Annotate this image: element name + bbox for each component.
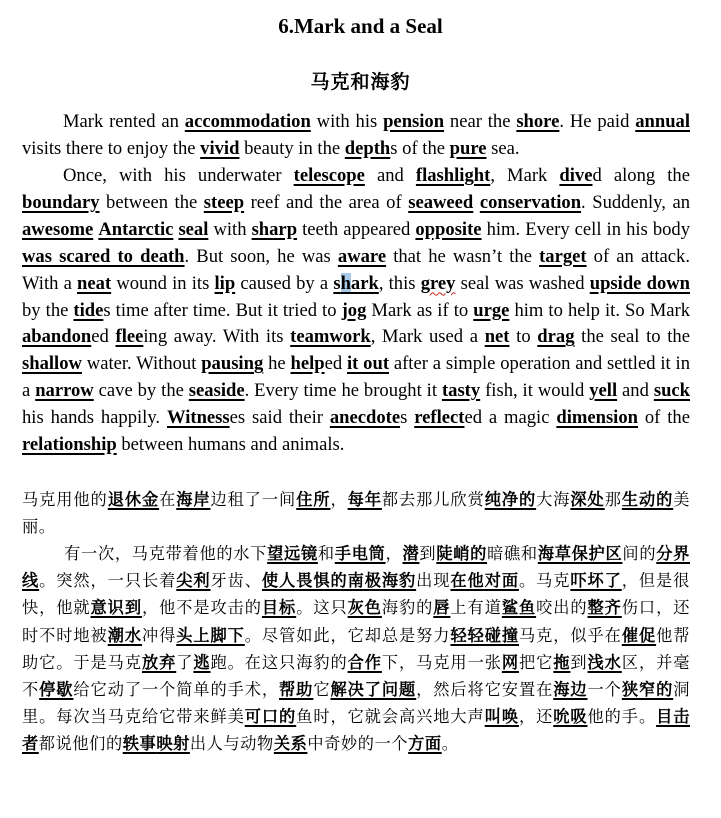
text-run: 马克用他的	[22, 490, 108, 509]
text-run: near the	[444, 111, 517, 132]
vocab-keyword: 整齐	[587, 598, 622, 618]
text-run: ，他不是攻击的	[141, 598, 262, 618]
text-run: 。	[441, 734, 459, 754]
text-run: 下，马克用一张	[381, 652, 502, 672]
text-run: 鱼时，它就会高兴地大声	[296, 707, 485, 727]
text-run: 一个	[587, 680, 622, 700]
text-run: 间的	[622, 544, 657, 563]
vocab-keyword: 目击者	[22, 707, 691, 754]
vocab-keyword: telescope	[293, 165, 365, 186]
text-run: with	[208, 218, 252, 240]
vocab-keyword: steep	[203, 191, 245, 213]
text-run: s of the	[390, 137, 450, 159]
vocab-keyword: 使人畏惧的南极海豹	[261, 571, 417, 591]
vocab-keyword: flee	[115, 326, 144, 348]
vocab-keyword: Antarctic	[98, 218, 174, 240]
text-run: ing away. With its	[143, 326, 291, 348]
text-run: 有一次，马克带着他的水下	[64, 544, 268, 563]
vocab-keyword: 目标	[261, 598, 297, 618]
vocab-keyword: 唇	[433, 598, 451, 618]
chinese-paragraph-1-text	[22, 490, 690, 536]
text-run: , Mark used a	[370, 326, 485, 348]
text-run: him. Every cell in his body	[481, 218, 691, 240]
vocab-keyword: 拖	[553, 652, 571, 672]
text-run: 。尽管如此，它却总是努力	[244, 625, 451, 645]
vocab-keyword: 深处	[570, 490, 605, 509]
text-run: 。这只	[296, 598, 348, 618]
vocab-keyword: tasty	[441, 380, 481, 402]
text-run: ed a magic	[464, 407, 557, 429]
text-run: 到	[570, 652, 588, 672]
text-run: 。马克	[518, 571, 571, 591]
text-run: sea.	[486, 137, 520, 159]
vocab-keyword: 吓坏了	[570, 571, 622, 591]
text-run: with his	[310, 111, 384, 132]
vocab-keyword: 生动的	[621, 490, 674, 509]
vocab-keyword: urge	[473, 299, 510, 321]
text-run: seal was washed	[455, 272, 590, 294]
vocab-keyword: 方面	[408, 734, 442, 754]
text-run: 区，并毫不	[22, 652, 691, 700]
text-run: beauty in the	[239, 137, 345, 159]
vocab-keyword: 放弃	[141, 652, 177, 672]
text-run: ，但是很快，他就	[22, 571, 690, 618]
text-run: 中奇妙的一个	[307, 734, 409, 754]
vocab-keyword: 陡峭的	[436, 544, 488, 563]
text-run: Once, with his underwater	[63, 165, 294, 186]
text-run: ，	[330, 490, 348, 509]
vocab-keyword: 催促	[621, 625, 657, 645]
vocab-keyword: dimension	[556, 407, 638, 429]
text-run: 牙齿、	[210, 571, 262, 591]
vocab-keyword: abandon	[22, 326, 92, 348]
document-title: 6.Mark and a Seal	[278, 14, 443, 38]
text-run: wound in its	[111, 272, 215, 294]
vocab-keyword: 停歇	[39, 680, 74, 700]
text-run: of an attack. With a	[22, 245, 690, 294]
vocab-keyword: 在他对面	[450, 571, 519, 591]
vocab-keyword: it out	[346, 353, 390, 375]
vocab-keyword: upside down	[589, 272, 691, 294]
vocab-keyword: accommodation	[184, 111, 311, 132]
text-run: caused by a	[235, 272, 334, 294]
text-run: 伤口，还时不时地被	[22, 598, 690, 645]
text-run: Mark as if to	[366, 299, 474, 321]
text-run: 他帮助它。于是马克	[22, 625, 691, 672]
vocab-keyword: 浅水	[587, 652, 622, 672]
text-run: him to help it. So Mark	[509, 299, 691, 321]
text-run: 了	[176, 652, 194, 672]
text-run: 冲得	[141, 625, 177, 645]
text-run: fish, it would	[480, 380, 590, 402]
text-run: 都去那儿欣赏	[381, 490, 485, 509]
vocab-keyword: 鲨鱼	[501, 598, 537, 618]
text-run: ，然后将它安置在	[416, 680, 554, 700]
vocab-keyword: target	[539, 245, 587, 267]
vocab-keyword: seaweed	[408, 191, 474, 213]
vocab-keyword: 映射	[156, 734, 190, 754]
vocab-keyword: jog	[341, 299, 367, 321]
vocab-keyword: teamwork	[290, 326, 371, 348]
vocab-keyword: s	[333, 272, 341, 294]
text-run: of the	[638, 407, 690, 429]
text-run: 大海	[536, 490, 571, 509]
vocab-keyword: 尖利	[176, 571, 211, 591]
text-run: cave by the	[93, 380, 189, 402]
vocab-keyword: 关系	[273, 734, 308, 754]
text-run: 跑。在这只海豹的	[210, 652, 348, 672]
text-run: , Mark	[490, 165, 560, 186]
vocab-keyword: suck	[653, 380, 690, 402]
text-run: 海豹的	[381, 598, 434, 618]
vocab-keyword: 潮水	[107, 625, 142, 645]
text-run: 咬出的	[536, 598, 588, 618]
vocab-keyword: pension	[383, 111, 445, 132]
vocab-keyword: narrow	[35, 380, 94, 402]
vocab-keyword: shore	[516, 111, 560, 132]
text-run: ，还	[518, 707, 554, 727]
chinese-paragraph-2	[22, 540, 690, 758]
text-run: ，	[385, 544, 403, 563]
text-run: that he wasn’t the	[386, 245, 540, 267]
vocab-keyword: 轻轻碰撞	[450, 625, 519, 645]
vocab-keyword: opposite	[415, 218, 482, 240]
vocab-keyword: 网	[501, 652, 519, 672]
vocab-keyword: 解决了问题	[330, 680, 417, 700]
text-run: 美丽。	[22, 490, 691, 537]
vocab-keyword: 手电筒	[334, 544, 386, 563]
text-run: 那	[604, 490, 622, 509]
text-run: between the	[99, 191, 204, 213]
vocab-keyword: boundary	[22, 191, 100, 213]
chinese-paragraph-2-text	[22, 544, 690, 753]
text-run: his hands happily.	[22, 407, 167, 429]
text-run: visits there to enjoy the	[22, 137, 201, 159]
vocab-keyword: 合作	[347, 652, 382, 672]
english-paragraph-1-text	[22, 111, 690, 159]
vocab-keyword: drag	[537, 326, 575, 348]
vocab-keyword: yell	[589, 380, 618, 402]
text-run: . Every time he brought it	[244, 380, 442, 402]
vocab-keyword: awesome	[22, 218, 94, 240]
text-run: s time after time. But it tried to	[103, 299, 342, 321]
text-run: 和	[317, 544, 335, 563]
english-paragraph-1	[22, 109, 690, 163]
text-run: the seal to the	[574, 326, 690, 348]
vocab-keyword: pure	[449, 137, 487, 159]
text-run: 它	[313, 680, 331, 700]
text-run: . But soon, he was	[184, 245, 338, 267]
vocab-keyword: tide	[73, 299, 104, 321]
text-run: es said their	[229, 407, 330, 429]
text-run: 在	[159, 490, 177, 509]
vocab-keyword: reflect	[414, 407, 465, 429]
text-run: 。突然，一只长着	[39, 571, 177, 591]
text-run: 把它	[518, 652, 554, 672]
vocab-keyword: help	[290, 353, 325, 375]
vocab-keyword: 每年	[347, 490, 382, 509]
vocab-keyword: 海岸	[176, 490, 211, 509]
text-run: 边租了一间	[210, 490, 297, 509]
vocab-keyword: 帮助	[279, 680, 314, 700]
vocab-keyword: neat	[77, 272, 112, 294]
vocab-keyword: shallow	[22, 353, 82, 375]
english-paragraph-2	[22, 163, 690, 459]
text-run: between humans and animals.	[116, 434, 345, 456]
text-run: Mark rented an	[63, 111, 185, 132]
vocab-keyword: 轶事	[122, 734, 157, 754]
vocab-keyword: 潜	[402, 544, 420, 563]
vocab-keyword: 纯净的	[484, 490, 537, 509]
vocab-keyword: dive	[559, 165, 593, 186]
text-run: by the	[22, 299, 74, 321]
text-run: water. Without	[81, 353, 202, 375]
vocab-keyword: 分界线	[22, 544, 690, 591]
text-run: . He paid	[559, 111, 636, 132]
text-run: 给它动了一个简单的手术，	[73, 680, 280, 700]
vocab-keyword: seal	[178, 218, 209, 240]
text-run: 马克，似乎在	[518, 625, 622, 645]
text-run: 洞里。每次当马克给它带来鲜美	[22, 680, 691, 727]
text-run: 上有道	[450, 598, 502, 618]
text-run: he	[263, 353, 291, 375]
vocab-keyword: 退休金	[107, 490, 160, 509]
vocab-keyword: ark	[350, 272, 379, 294]
text-run: 出人与动物	[189, 734, 274, 754]
vocab-keyword: lip	[214, 272, 236, 294]
vocab-keyword: 望远镜	[267, 544, 318, 563]
vocab-keyword: flashlight	[415, 165, 491, 186]
vocab-keyword: 吮吸	[553, 707, 588, 727]
text-run: and	[617, 380, 654, 402]
vocab-keyword: 意识到	[90, 598, 142, 618]
english-paragraph-2-text	[22, 165, 690, 455]
text-run: to	[509, 326, 538, 348]
text-run: 到	[419, 544, 437, 563]
text-run: , this	[378, 272, 421, 294]
vocab-keyword: 狭窄的	[621, 680, 674, 700]
vocab-keyword: Witness	[166, 407, 230, 429]
vocab-keyword: 可口的	[244, 707, 297, 727]
text-run: . Suddenly, an	[581, 191, 691, 213]
vocab-keyword: anecdote	[329, 407, 401, 429]
text-run: teeth appeared	[297, 218, 416, 240]
document-subtitle: 马克和海豹	[310, 71, 411, 93]
vocab-keyword: seaside	[188, 380, 245, 402]
vocab-keyword: 灰色	[347, 598, 382, 618]
vocab-keyword: 海边	[553, 680, 588, 700]
vocab-keyword: aware	[337, 245, 387, 267]
vocab-keyword: relationship	[22, 434, 117, 456]
text-run: and	[364, 165, 416, 186]
text-run: s	[400, 407, 415, 429]
text-run: ed	[324, 353, 347, 375]
text-run: d along the	[592, 165, 690, 186]
text-run: reef and the area of	[244, 191, 409, 213]
vocab-keyword: 海草保护区	[537, 544, 623, 563]
vocab-keyword: sharp	[251, 218, 298, 240]
text-run: 都说他们的	[38, 734, 123, 754]
text-run: 暗礁和	[487, 544, 538, 563]
vocab-keyword: h	[340, 272, 351, 294]
vocab-keyword: vivid	[200, 137, 240, 159]
vocab-keyword: annual	[635, 111, 691, 132]
vocab-keyword: 逃	[193, 652, 211, 672]
vocab-keyword: 头上脚下	[176, 625, 245, 645]
text-run: after a simple operation and settled it in a	[22, 353, 690, 402]
vocab-keyword: 住所	[296, 490, 331, 509]
text-run: 他的手。	[587, 707, 657, 727]
vocab-keyword: pausing	[201, 353, 264, 375]
vocab-keyword: conservation	[479, 191, 582, 213]
vocab-keyword: net	[484, 326, 510, 348]
vocab-keyword: depth	[344, 137, 391, 159]
vocab-keyword: was scared to death	[22, 245, 185, 267]
chinese-paragraph-1	[22, 486, 690, 540]
text-run: 出现	[416, 571, 451, 591]
text-run: ed	[91, 326, 116, 348]
vocab-keyword: grey	[420, 272, 456, 294]
vocab-keyword: 叫唤	[484, 707, 519, 727]
